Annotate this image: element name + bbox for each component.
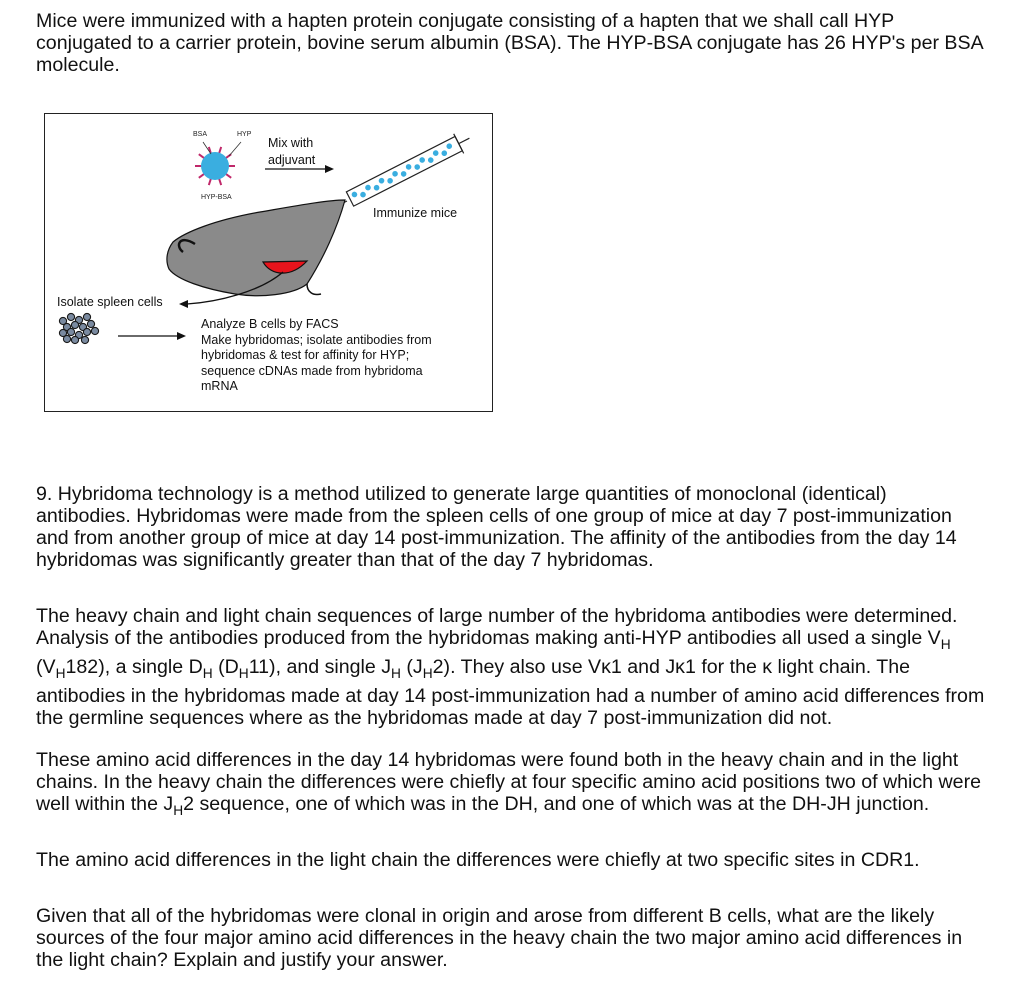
subscript-h: H	[173, 802, 184, 818]
subscript-h: H	[238, 665, 249, 681]
sequence-analysis-paragraph	[36, 605, 986, 729]
analyze-line: mRNA	[201, 379, 238, 393]
mix-label-line1: Mix with	[268, 136, 314, 150]
spleen-cells-icon	[59, 313, 98, 343]
mix-label-line2: adjuvant	[268, 153, 316, 167]
analyze-text	[201, 317, 432, 395]
hyp-bsa-label: HYP-BSA	[201, 194, 232, 201]
analyze-line: Analyze B cells by FACS	[201, 317, 339, 331]
p2-text: (J	[400, 655, 423, 678]
immunize-label: Immunize mice	[373, 206, 458, 220]
question-9-paragraph: 9. Hybridoma technology is a method utilized to generate large quantities of monoclonal (identical) antibodies. Hybridomas were made from the spleen cells of one group of mice at day 7 post-immunization and from another group of mice at day 14 post-immunization. The affinity of the antibodies from the day 14 hybridomas was significantly greater than that of the day 7 hybridomas.	[36, 483, 957, 571]
mouse-icon	[167, 200, 345, 296]
p2-text: The heavy chain and light chain sequences of large number of the hybridoma antibodies were determined. Analysis of the antibodies produced from the hybridomas making anti-HYP antibodies all used a single V	[36, 605, 958, 649]
subscript-h: H	[391, 665, 401, 681]
p2-text: 2). They also use Vκ1 and Jκ1 for the κ light chain. The antibodies in the hybridomas made at day 14 post-immunization had a number of amino acid differences from the germline sequences where as the hybridomas made at day 7 post-immunization did not.	[36, 655, 985, 729]
p2-text: (D	[212, 655, 239, 678]
p2-text: 182), a single D	[65, 655, 203, 678]
subscript-h: H	[422, 665, 433, 681]
subscript-h: H	[202, 665, 213, 681]
subscript-h: H	[55, 665, 66, 681]
analyze-line: Make hybridomas; isolate antibodies from	[201, 332, 432, 347]
p2-text: 11), and single J	[248, 655, 392, 678]
p3-text: These amino acid differences in the day 14 hybridomas were found both in the heavy chain and in the light chains. In the heavy chain the differences were chiefly at four specific amino acid positions two of which were well within the J	[36, 749, 981, 815]
isolate-label: Isolate spleen cells	[57, 295, 163, 309]
bsa-label: BSA	[193, 131, 208, 138]
p2-text: (V	[36, 655, 56, 678]
analyze-line: hybridomas & test for affinity for HYP;	[201, 348, 410, 362]
question-paragraph: Given that all of the hybridomas were clonal in origin and arose from different B cells, what are the likely sources of the four major amino acid differences in the heavy chain the two major amino acid differences in the light chain? Explain and justify your answer.	[36, 905, 963, 971]
light-chain-paragraph: The amino acid differences in the light chain the differences were chiefly at two specific sites in CDR1.	[36, 849, 920, 871]
subscript-h: H	[940, 636, 951, 652]
analyze-arrow-icon	[118, 332, 186, 340]
hyp-label: HYP	[237, 131, 252, 138]
immunization-figure	[44, 113, 493, 412]
intro-paragraph: Mice were immunized with a hapten protein conjugate consisting of a hapten that we shall call HYP conjugated to a carrier protein, bovine serum albumin (BSA). The HYP-BSA conjugate has 26 HYP's per BSA molecule.	[36, 10, 983, 76]
hyp-bsa-conjugate-icon	[195, 142, 241, 185]
p3-text: 2 sequence, one of which was in the DH, and one of which was at the DH-JH junction.	[183, 793, 930, 815]
analyze-line: sequence cDNAs made from hybridoma	[201, 363, 423, 378]
differences-paragraph	[36, 749, 986, 822]
